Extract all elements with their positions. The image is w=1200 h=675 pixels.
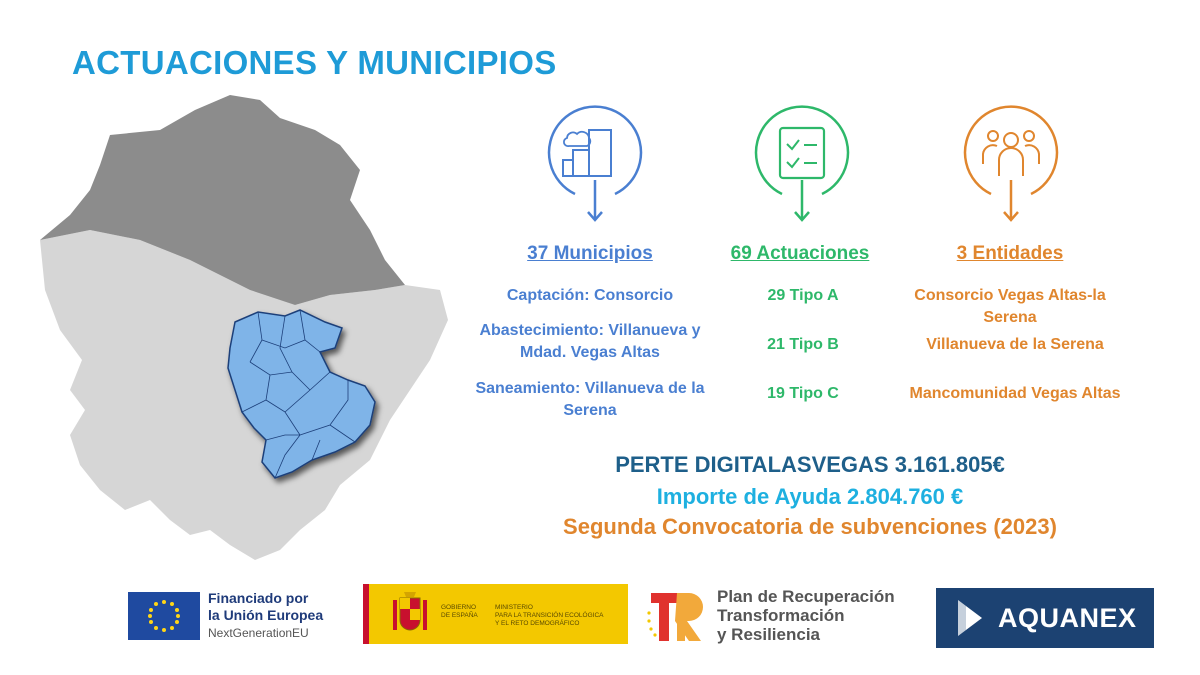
column-municipios: [470, 243, 710, 265]
extremadura-map: [30, 90, 460, 570]
entidades-item-villanueva: Villanueva de la Serena: [926, 336, 1104, 353]
column-entidades: [890, 243, 1130, 265]
ministerio-text-2: PARA LA TRANSICIÓN ECOLÓGICA: [495, 612, 604, 619]
importe-ayuda: Importe de Ayuda 2.804.760 €: [656, 484, 964, 509]
city-buildings-icon: [545, 102, 645, 226]
prtr-line-3: y Resiliencia: [717, 625, 821, 644]
coat-of-arms-icon: [393, 592, 427, 636]
actuaciones-item-tipo-a: 29 Tipo A: [767, 287, 839, 304]
ministerio-text-3: Y EL RETO DEMOGRÁFICO: [495, 620, 580, 627]
municipios-item-saneamiento: Saneamiento: Villanueva de la Serena: [475, 380, 705, 419]
ministerio-text-1: MINISTERIO: [495, 604, 533, 611]
page-title: ACTUACIONES Y MUNICIPIOS: [72, 44, 557, 81]
municipios-item-abastecimiento: Abastecimiento: Villanueva y Mdad. Vegas Altas: [479, 322, 701, 361]
aquanex-logo: [936, 588, 1154, 648]
perte-total: PERTE DIGITALASVEGAS 3.161.805€: [615, 452, 1005, 477]
gobierno-text-1: GOBIERNO: [441, 604, 477, 611]
gobierno-text-2: DE ESPAÑA: [441, 612, 478, 619]
entidades-heading: 3 Entidades: [956, 243, 1064, 264]
eu-line-3: NextGenerationEU: [208, 626, 309, 640]
municipios-item-captacion: Captación: Consorcio: [506, 287, 674, 304]
aquanex-text: AQUANEX: [998, 603, 1137, 633]
convocatoria-text: Segunda Convocatoria de subvenciones (2023): [563, 514, 1057, 539]
plan-recuperacion-logo: [645, 585, 925, 645]
actuaciones-item-tipo-b: 21 Tipo B: [767, 336, 839, 353]
eu-line-1: Financiado por: [208, 590, 309, 606]
people-group-icon: [961, 102, 1061, 226]
checklist-icon: [752, 102, 852, 226]
municipios-heading: 37 Municipios: [527, 243, 653, 264]
gobierno-espana-logo: [363, 584, 628, 644]
aquanex-mark-icon: [954, 598, 986, 638]
column-actuaciones: [680, 243, 920, 265]
eu-funding-logo: [128, 590, 338, 642]
prtr-line-1: Plan de Recuperación: [717, 587, 895, 606]
entidades-item-consorcio: Consorcio Vegas Altas-la Serena: [914, 287, 1106, 326]
eu-flag-icon: [128, 592, 200, 640]
tr-logo-icon: [645, 587, 709, 645]
entidades-item-mancomunidad: Mancomunidad Vegas Altas: [909, 385, 1121, 402]
eu-line-2: la Unión Europea: [208, 607, 324, 623]
prtr-line-2: Transformación: [717, 606, 845, 625]
actuaciones-item-tipo-c: 19 Tipo C: [767, 385, 839, 402]
actuaciones-heading: 69 Actuaciones: [730, 243, 870, 264]
